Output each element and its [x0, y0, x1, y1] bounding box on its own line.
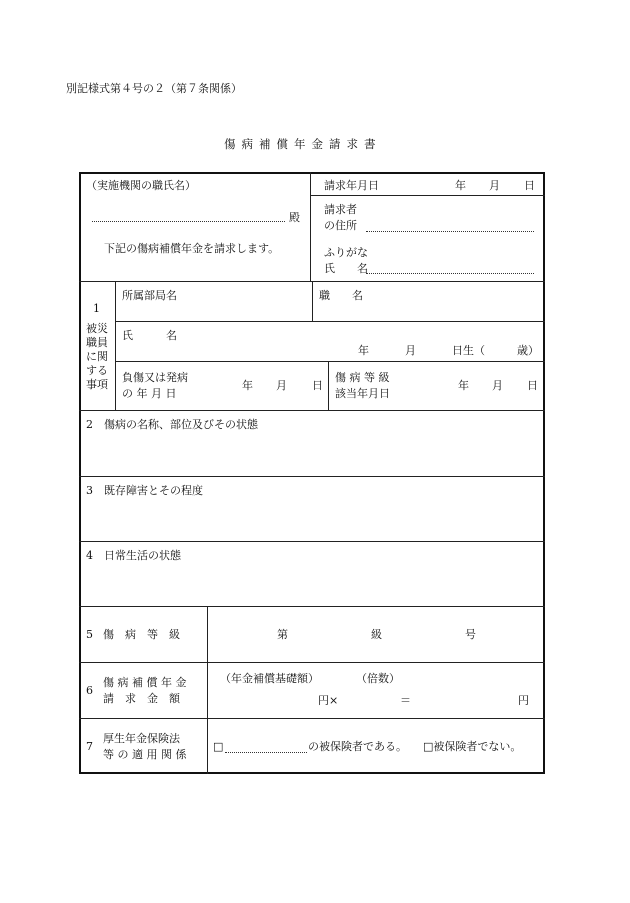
grade-dai: 第 — [277, 628, 288, 641]
divider — [79, 410, 545, 411]
not-insured-option[interactable]: □被保険者でない。 — [423, 740, 522, 753]
injury-day-label: 日 — [312, 379, 323, 392]
page-title: 傷病補償年金請求書 — [224, 137, 382, 151]
s6-label: 傷 病 補 償 年 金 — [103, 676, 187, 689]
side-label-line: に関 — [86, 350, 108, 363]
side-label-line: 被災 — [86, 322, 108, 335]
yen-label: 円 — [518, 694, 529, 707]
divider — [79, 606, 545, 607]
honorific: 殿 — [289, 211, 300, 224]
grade-kyu: 級 — [371, 628, 382, 641]
multiplier-label: （倍数） — [356, 672, 400, 685]
age-label: 歳） — [517, 344, 539, 357]
yen-times: 円× — [318, 694, 339, 707]
insured-text: の被保険者である。 — [308, 740, 407, 753]
injury-year-label: 年 — [242, 379, 253, 392]
birth-month-label: 月 — [405, 344, 416, 357]
insured-checkbox[interactable]: □ — [213, 740, 224, 753]
grade-date-label-2: 該当年月日 — [335, 387, 390, 400]
s1-side-label — [84, 322, 110, 392]
s7-number: 7 — [86, 740, 93, 753]
s4-label: 4 日常生活の状態 — [86, 549, 181, 562]
divider — [79, 718, 545, 719]
birth-day-label: 日生（ — [452, 344, 485, 357]
s7-label-2: 等 の 適 用 関 係 — [103, 748, 187, 761]
divider — [310, 172, 311, 282]
s5-label: 傷 病 等 級 — [103, 628, 180, 641]
grade-month-label: 月 — [492, 379, 503, 392]
s3-label: 3 既存障害とその程度 — [86, 484, 203, 497]
day-label: 日 — [524, 179, 535, 192]
form-reference: 別記様式第４号の２（第７条関係） — [66, 82, 242, 95]
s1-number: 1 — [93, 302, 100, 315]
month-label: 月 — [489, 179, 500, 192]
injury-date-label: 負傷又は発病 — [122, 371, 188, 384]
grade-date-label: 傷 病 等 級 — [335, 371, 390, 384]
divider — [79, 541, 545, 542]
base-amount-label: （年金補償基礎額） — [220, 672, 319, 685]
s2-label: 2 傷病の名称、部位及びその状態 — [86, 418, 258, 431]
divider — [207, 606, 208, 774]
divider — [115, 361, 545, 362]
grade-year-label: 年 — [458, 379, 469, 392]
year-label: 年 — [455, 179, 466, 192]
divider — [79, 662, 545, 663]
date-label: 請求年月日 — [324, 179, 379, 192]
s6-number: 6 — [86, 684, 93, 697]
address-label-2: の住所 — [324, 219, 357, 232]
s5-number: 5 — [86, 628, 93, 641]
side-label-line: 職員 — [86, 336, 108, 349]
divider — [310, 195, 545, 196]
address-label: 請求者 — [324, 203, 357, 216]
divider — [79, 476, 545, 477]
org-name-line[interactable] — [92, 221, 285, 222]
furigana-label: ふりがな — [324, 246, 368, 259]
divider — [328, 361, 329, 411]
s6-label-2: 請 求 金 額 — [103, 692, 180, 705]
request-text: 下記の傷病補償年金を請求します。 — [104, 242, 280, 255]
insurance-name-line[interactable] — [225, 752, 307, 753]
injury-month-label: 月 — [276, 379, 287, 392]
divider — [115, 281, 116, 411]
divider — [312, 281, 313, 322]
grade-go: 号 — [465, 628, 476, 641]
divider — [115, 321, 545, 322]
org-label: （実施機関の職氏名） — [86, 179, 196, 192]
s7-label: 厚生年金保険法 — [103, 732, 180, 745]
address-line[interactable] — [366, 231, 534, 232]
injury-date-label-2: の 年 月 日 — [122, 387, 177, 400]
name-label: 氏 名 — [324, 262, 368, 275]
name-line[interactable] — [366, 273, 534, 274]
position-label: 職 名 — [319, 289, 363, 302]
grade-day-label: 日 — [527, 379, 538, 392]
dept-label: 所属部局名 — [122, 289, 177, 302]
s1-name-label: 氏 名 — [122, 329, 177, 342]
side-label-line: 事項 — [86, 378, 108, 391]
side-label-line: する — [86, 364, 108, 377]
birth-year-label: 年 — [358, 344, 369, 357]
equals-sign: ＝ — [400, 694, 411, 707]
